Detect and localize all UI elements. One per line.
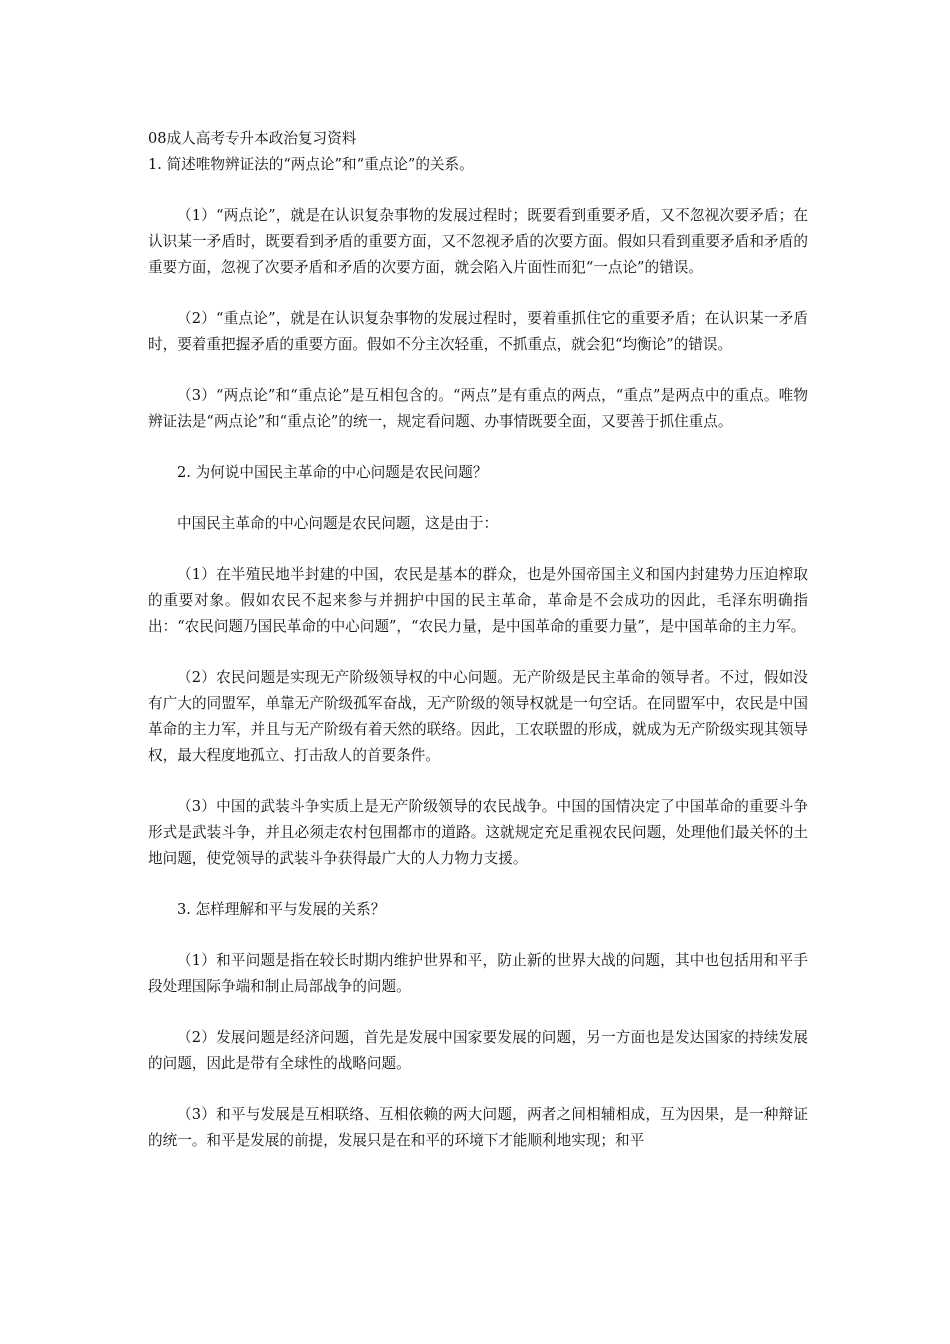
answer-3-paragraph-3: （3）和平与发展是互相联络、互相依赖的两大问题，两者之间相辅相成，互为因果，是一种辩证的统一。和平是发展的前提，发展只是在和平的环境下才能顺利地实现；和平: [148, 1106, 808, 1149]
document-body: [148, 126, 808, 1154]
answer-1-paragraph-1: （1）“两点论”，就是在认识复杂事物的发展过程时；既要看到重要矛盾，又不忽视次要矛盾；在认识某一矛盾时，既要看到矛盾的重要方面，又不忽视矛盾的次要方面。假如只看到重要矛盾和矛盾的重要方面，忽视了次要矛盾和矛盾的次要方面，就会陷入片面性而犯“一点论”的错误。: [148, 207, 808, 276]
answer-1-paragraph-3: （3）“两点论”和“重点论”是互相包含的。“两点”是有重点的两点，“重点”是两点中的重点。唯物辨证法是“两点论”和“重点论”的统一，规定看问题、办事情既要全面，又要善于抓住重点。: [148, 387, 808, 430]
answer-1-paragraph-2: （2）“重点论”，就是在认识复杂事物的发展过程时，要着重抓住它的重要矛盾；在认识某一矛盾时，要着重把握矛盾的重要方面。假如不分主次轻重，不抓重点，就会犯“均衡论”的错误。: [148, 310, 808, 353]
question-2: 2. 为何说中国民主革命的中心问题是农民问题？: [177, 464, 488, 481]
answer-2-paragraph-3: （3）中国的武装斗争实质上是无产阶级领导的农民战争。中国的国情决定了中国革命的重要斗争形式是武装斗争，并且必须走农村包围都市的道路。这就规定充足重视农民问题，处理他们最关怀的土地问题，使党领导的武装斗争获得最广大的人力物力支援。: [148, 798, 808, 867]
answer-2-paragraph-1: （1）在半殖民地半封建的中国，农民是基本的群众，也是外国帝国主义和国内封建势力压迫榨取的重要对象。假如农民不起来参与并拥护中国的民主革命，革命是不会成功的因此，毛泽东明确指出：“农民问题乃国民革命的中心问题”，“农民力量，是中国革命的重要力量”，是中国革命的主力军。: [148, 566, 808, 635]
answer-2-intro: 中国民主革命的中心问题是农民问题，这是由于：: [177, 515, 499, 532]
answer-3-paragraph-1: （1）和平问题是指在较长时期内维护世界和平，防止新的世界大战的问题，其中也包括用和平手段处理国际争端和制止局部战争的问题。: [148, 952, 808, 995]
question-3: 3. 怎样理解和平与发展的关系？: [177, 901, 386, 918]
question-1: 1. 简述唯物辨证法的“两点论”和“重点论”的关系。: [148, 156, 474, 173]
answer-2-paragraph-2: （2）农民问题是实现无产阶级领导权的中心问题。无产阶级是民主革命的领导者。不过，假如没有广大的同盟军，单靠无产阶级孤军奋战，无产阶级的领导权就是一句空话。在同盟军中，农民是中国革命的主力军，并且与无产阶级有着天然的联络。因此，工农联盟的形成，就成为无产阶级实现其领导权，最大程度地孤立、打击敌人的首要条件。: [148, 669, 808, 764]
document-title: 08成人高考专升本政治复习资料: [148, 130, 357, 147]
answer-3-paragraph-2: （2）发展问题是经济问题，首先是发展中国家要发展的问题，另一方面也是发达国家的持续发展的问题，因此是带有全球性的战略问题。: [148, 1029, 808, 1072]
